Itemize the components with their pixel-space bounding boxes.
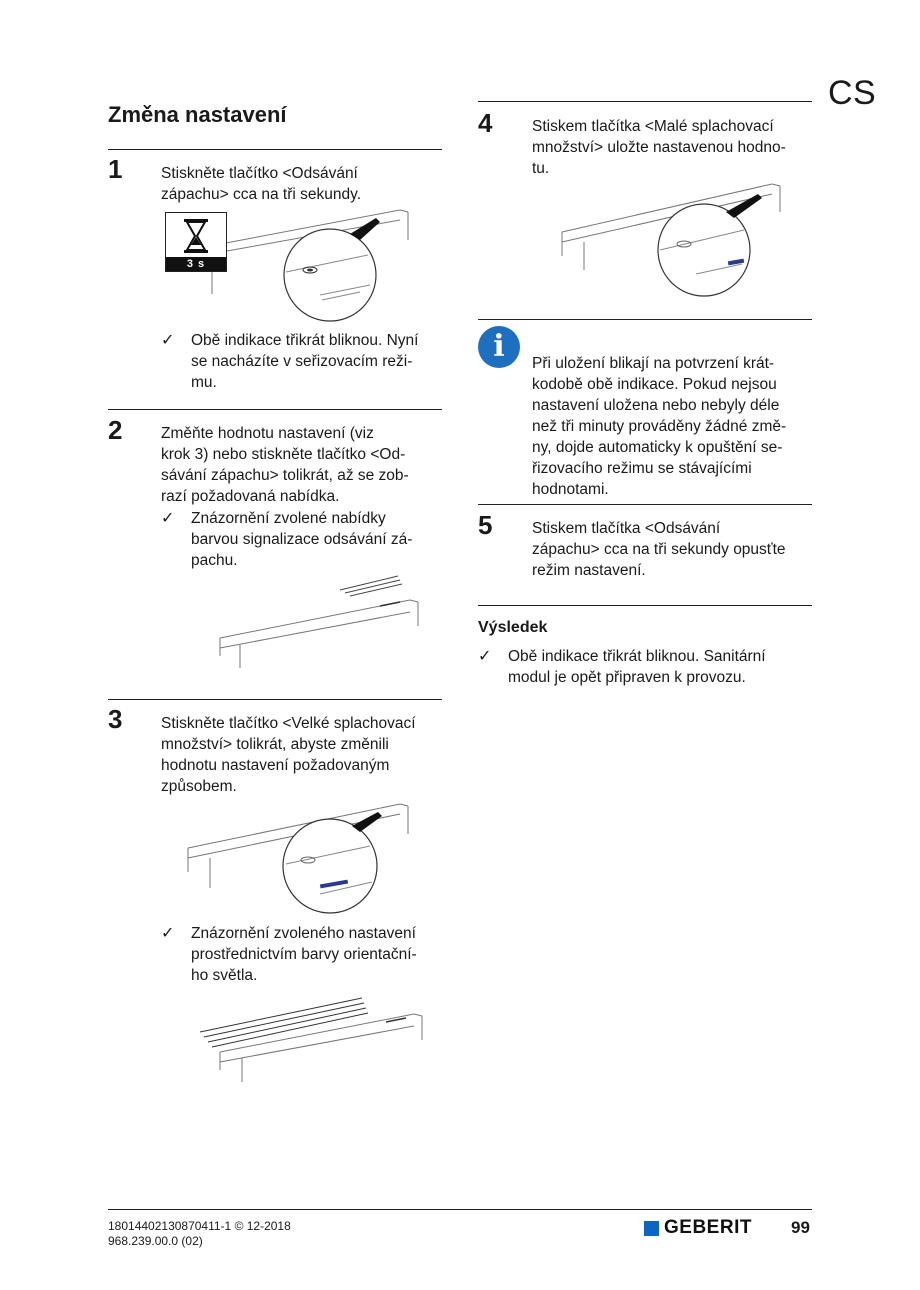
divider [108, 409, 442, 410]
check-icon: ✓ [478, 648, 492, 665]
step-number: 1 [108, 154, 123, 184]
module-illustration-step-3b [196, 990, 426, 1086]
module-illustration-step-3 [180, 796, 420, 918]
hourglass-icon [166, 213, 226, 257]
check-icon: ✓ [161, 510, 175, 527]
step-result: Znázornění zvolené nabídky barvou signalizace odsávání zá- pachu. [191, 510, 413, 569]
result-heading: Výsledek [478, 619, 548, 636]
step-text: Stiskem tlačítka <Malé splachovací množství> uložte nastavenou hodno- tu. [532, 118, 786, 177]
step-number: 3 [108, 704, 123, 734]
check-icon: ✓ [161, 925, 175, 942]
footer-divider [108, 1209, 812, 1210]
page-title: Změna nastavení [108, 102, 287, 127]
timer-box [165, 212, 227, 272]
module-illustration-step-1 [200, 200, 420, 330]
module-illustration-step-4 [556, 178, 796, 300]
step-number: 4 [478, 108, 493, 138]
brand-name: GEBERIT [664, 1217, 752, 1238]
page-number: 99 [791, 1218, 810, 1237]
language-code: CS [828, 74, 877, 112]
result-text: Obě indikace třikrát bliknou. Sanitární modul je opět připraven k provozu. [508, 648, 766, 686]
step-text: Stiskem tlačítka <Odsávání zápachu> cca na tři sekundy opusťte režim nastavení. [532, 520, 786, 579]
check-icon: ✓ [161, 332, 175, 349]
divider [478, 605, 812, 606]
step-number: 2 [108, 415, 123, 445]
logo-square-icon [644, 1221, 659, 1236]
info-text: Při uložení blikají na potvrzení krát- kodobě obě indikace. Pokud nejsou nastavení uložena nebo nebyly déle než tři minuty prováděny žádné změ- ny, dojde automaticky k opuštění se- řizovacího režimu se stávajícími hodnotami. [532, 355, 787, 498]
info-icon: i [478, 326, 520, 368]
timer-label: 3 s [166, 257, 226, 271]
doc-number: 968.239.00.0 (02) [108, 1234, 203, 1248]
doc-id: 18014402130870411-1 © 12-2018 [108, 1219, 291, 1233]
module-illustration-step-2 [210, 572, 430, 672]
step-result: Znázornění zvoleného nastavení prostřednictvím barvy orientační- ho světla. [191, 925, 417, 984]
divider [478, 101, 812, 102]
step-result: Obě indikace třikrát bliknou. Nyní se nacházíte v seřizovacím reži- mu. [191, 332, 419, 391]
divider [478, 319, 812, 320]
step-text: Stiskněte tlačítko <Odsávání zápachu> cca na tři sekundy. [161, 165, 362, 203]
brand-logo [644, 1218, 752, 1238]
divider [108, 149, 442, 150]
divider [108, 699, 442, 700]
step-text: Změňte hodnotu nastavení (viz krok 3) nebo stiskněte tlačítko <Od- sávání zápachu> tolikrát, až se zob- razí požadovaná nabídka. [161, 425, 409, 505]
divider [478, 504, 812, 505]
step-text: Stiskněte tlačítko <Velké splachovací množství> tolikrát, abyste změnili hodnotu nastavení požadovaným způsobem. [161, 715, 416, 795]
step-number: 5 [478, 510, 493, 540]
